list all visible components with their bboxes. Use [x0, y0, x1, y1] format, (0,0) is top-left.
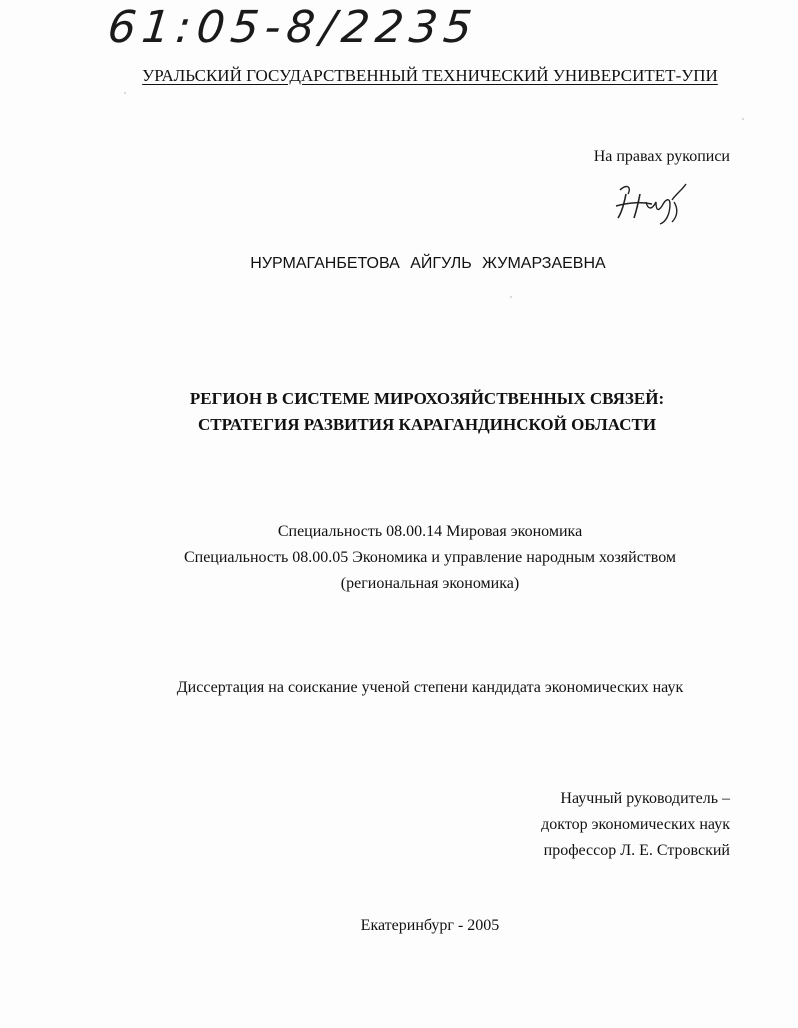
- manuscript-rights-note: На правах рукописи: [593, 148, 730, 165]
- speciality-line-3: (региональная экономика): [340, 575, 520, 592]
- dissertation-title: [0, 386, 798, 438]
- specialities-block: [0, 519, 798, 597]
- scan-speck: [124, 92, 126, 94]
- author-name: НУРМАГАНБЕТОВА АЙГУЛЬ ЖУМАРЗАЕВНА: [250, 255, 606, 272]
- supervisor-line-3: профессор Л. Е. Стровский: [543, 842, 730, 859]
- supervisor-line-1: Научный руководитель –: [560, 790, 730, 807]
- title-line-1: РЕГИОН В СИСТЕМЕ МИРОХОЗЯЙСТВЕННЫХ СВЯЗЕЙ:: [189, 389, 665, 408]
- handwritten-signature: [612, 180, 692, 226]
- city-and-year: Екатеринбург - 2005: [360, 917, 500, 934]
- supervisor-line-2: доктор экономических наук: [541, 816, 730, 833]
- supervisor-block: [541, 786, 730, 864]
- handwritten-shelfmark: 61:05-8/2235: [105, 2, 481, 53]
- title-line-2: СТРАТЕГИЯ РАЗВИТИЯ КАРАГАНДИНСКОЙ ОБЛАСТИ: [197, 415, 657, 434]
- university-name: УРАЛЬСКИЙ ГОСУДАРСТВЕННЫЙ ТЕХНИЧЕСКИЙ УНИВЕРСИТЕТ-УПИ: [142, 66, 718, 85]
- speciality-line-2: Специальность 08.00.05 Экономика и управление народным хозяйством: [183, 549, 677, 566]
- scan-speck: [510, 296, 512, 298]
- degree-statement: Диссертация на соискание ученой степени кандидата экономических наук: [176, 679, 684, 696]
- speciality-line-1: Специальность 08.00.14 Мировая экономика: [277, 523, 583, 540]
- scan-speck: [742, 118, 744, 120]
